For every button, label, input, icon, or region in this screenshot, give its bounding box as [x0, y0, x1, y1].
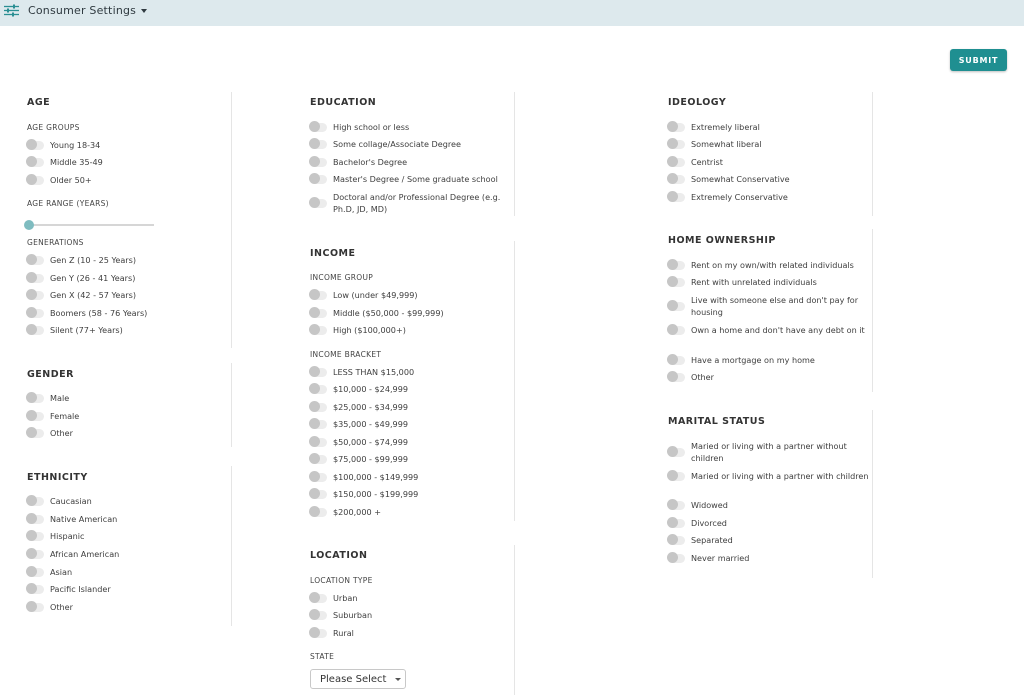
toggle-label: Rent with unrelated individuals	[691, 277, 817, 287]
toggle-item-centrist[interactable]	[668, 156, 723, 168]
toggle-switch[interactable]	[27, 256, 44, 265]
toggle-label: LESS THAN $15,000	[333, 367, 415, 377]
toggle-label: Centrist	[691, 157, 723, 167]
toggle-switch[interactable]	[310, 326, 327, 335]
section-title-location: LOCATION	[310, 550, 368, 561]
toggle-item-gen-x[interactable]	[27, 289, 136, 301]
toggle-switch[interactable]	[310, 199, 327, 208]
toggle-label: Rent on my own/with related individuals	[691, 260, 854, 270]
toggle-switch[interactable]	[27, 497, 44, 506]
toggle-switch[interactable]	[310, 420, 327, 429]
toggle-item-widowed[interactable]	[668, 499, 728, 511]
section-title-age: AGE	[27, 97, 51, 108]
toggle-switch[interactable]	[27, 515, 44, 524]
toggle-switch[interactable]	[668, 193, 685, 202]
toggle-label: High school or less	[333, 122, 410, 132]
toggle-label: Extremely liberal	[691, 122, 760, 132]
toggle-label: Maried or living with a partner with children	[691, 471, 869, 481]
toggle-label: Gen Y (26 - 41 Years)	[50, 273, 136, 283]
toggle-label: Pacific Islander	[50, 584, 111, 594]
toggle-switch[interactable]	[668, 373, 685, 382]
toggle-switch[interactable]	[27, 158, 44, 167]
income-group-label: INCOME GROUP	[310, 273, 374, 282]
toggle-switch[interactable]	[27, 568, 44, 577]
toggle-label: Female	[50, 411, 80, 421]
toggle-item-gen-y[interactable]	[27, 272, 135, 284]
toggle-label: Maried or living with a partner without children	[691, 441, 847, 463]
toggle-item-separated[interactable]	[668, 534, 733, 546]
toggle-label: Doctoral and/or Professional Degree (e.g. Ph.D, JD, MD)	[333, 192, 501, 214]
toggle-label: $50,000 - $74,999	[333, 437, 409, 447]
toggle-switch[interactable]	[668, 175, 685, 184]
toggle-label: Have a mortgage on my home	[691, 355, 815, 365]
toggle-switch[interactable]	[27, 141, 44, 150]
toggle-item-somewhat-liberal[interactable]	[668, 138, 762, 150]
toggle-label: Divorced	[691, 518, 727, 528]
toggle-label: Master's Degree / Some graduate school	[333, 174, 498, 184]
column-divider	[514, 241, 515, 521]
top-bar	[0, 0, 1024, 26]
toggle-item-ethnicity-other[interactable]	[27, 601, 73, 613]
toggle-label: Hispanic	[50, 531, 85, 541]
toggle-label: Some collage/Associate Degree	[333, 139, 461, 149]
toggle-item-rent-unrelated[interactable]	[668, 276, 817, 288]
toggle-label: Somewhat Conservative	[691, 174, 790, 184]
toggle-label: Suburban	[333, 610, 373, 620]
toggle-item-bracket[interactable]	[310, 453, 408, 465]
toggle-item-live-with-someone[interactable]	[668, 294, 871, 318]
toggle-switch[interactable]	[668, 278, 685, 287]
toggle-label: Rural	[333, 628, 354, 638]
toggle-switch[interactable]	[310, 368, 327, 377]
toggle-item-silent[interactable]	[27, 324, 123, 336]
toggle-item-caucasian[interactable]	[27, 495, 92, 507]
toggle-item-masters[interactable]	[310, 173, 498, 185]
toggle-item-extremely-conservative[interactable]	[668, 191, 788, 203]
toggle-label: African American	[50, 549, 120, 559]
toggle-label: Asian	[50, 567, 73, 577]
toggle-label: $150,000 - $199,999	[333, 489, 419, 499]
column-divider	[514, 545, 515, 695]
toggle-label: Somewhat liberal	[691, 139, 762, 149]
column-divider	[872, 92, 873, 216]
toggle-label: $10,000 - $24,999	[333, 384, 409, 394]
toggle-label: Low (under $49,999)	[333, 290, 418, 300]
toggle-item-rent-related[interactable]	[668, 259, 854, 271]
toggle-label: Gen Z (10 - 25 Years)	[50, 255, 136, 265]
age-range-label: AGE RANGE (YEARS)	[27, 199, 109, 208]
toggle-item-pacific-islander[interactable]	[27, 583, 111, 595]
toggle-switch[interactable]	[310, 455, 327, 464]
toggle-switch[interactable]	[310, 158, 327, 167]
toggle-switch[interactable]	[310, 123, 327, 132]
toggle-label: Middle ($50,000 - $99,999)	[333, 308, 444, 318]
toggle-label: Urban	[333, 593, 358, 603]
toggle-switch[interactable]	[27, 394, 44, 403]
toggle-switch[interactable]	[27, 274, 44, 283]
toggle-switch[interactable]	[668, 261, 685, 270]
income-bracket-label: INCOME BRACKET	[310, 350, 382, 359]
toggle-label: Male	[50, 393, 70, 403]
toggle-item-doctoral[interactable]	[310, 191, 515, 215]
page-title: Consumer Settings	[28, 4, 137, 17]
slider-handle[interactable]	[24, 220, 34, 230]
toggle-switch[interactable]	[668, 123, 685, 132]
toggle-switch[interactable]	[310, 473, 327, 482]
toggle-switch[interactable]	[27, 291, 44, 300]
toggle-switch[interactable]	[310, 594, 327, 603]
toggle-item-somewhat-conservative[interactable]	[668, 173, 790, 185]
toggle-label: Other	[691, 372, 714, 382]
column-divider	[231, 363, 232, 447]
toggle-label: $25,000 - $34,999	[333, 402, 409, 412]
slider-track[interactable]	[28, 224, 154, 226]
section-title-home-ownership: HOME OWNERSHIP	[668, 235, 776, 246]
chevron-down-icon	[141, 9, 147, 13]
sliders-icon	[4, 4, 19, 17]
toggle-switch[interactable]	[310, 508, 327, 517]
toggle-item-own-no-debt[interactable]	[668, 324, 871, 336]
toggle-label: Own a home and don't have any debt on it	[691, 325, 865, 335]
toggle-label: Middle 35-49	[50, 157, 103, 167]
toggle-item-rural[interactable]	[310, 627, 354, 639]
toggle-item-bracket[interactable]	[310, 366, 414, 378]
column-divider	[872, 229, 873, 392]
toggle-switch[interactable]	[668, 158, 685, 167]
toggle-item-hispanic[interactable]	[27, 530, 84, 542]
toggle-label: Older 50+	[50, 175, 92, 185]
toggle-switch[interactable]	[310, 140, 327, 149]
toggle-item-age-middle[interactable]	[27, 156, 103, 168]
toggle-item-bracket[interactable]	[310, 488, 418, 500]
toggle-switch[interactable]	[668, 140, 685, 149]
toggle-switch[interactable]	[27, 412, 44, 421]
toggle-label: $75,000 - $99,999	[333, 454, 409, 464]
toggle-label: Caucasian	[50, 496, 92, 506]
column-divider	[231, 466, 232, 626]
toggle-item-income-middle[interactable]	[310, 307, 444, 319]
toggle-item-extremely-liberal[interactable]	[668, 121, 760, 133]
toggle-switch[interactable]	[668, 326, 685, 335]
toggle-item-never-married[interactable]	[668, 552, 749, 564]
toggle-label: $35,000 - $49,999	[333, 419, 409, 429]
toggle-item-urban[interactable]	[310, 592, 357, 604]
toggle-item-suburban[interactable]	[310, 609, 372, 621]
toggle-switch[interactable]	[27, 176, 44, 185]
toggle-item-married-no-children[interactable]	[668, 440, 871, 464]
toggle-switch[interactable]	[668, 519, 685, 528]
toggle-switch[interactable]	[27, 603, 44, 612]
state-select-value: Please Select	[320, 673, 387, 685]
toggle-switch[interactable]	[668, 302, 685, 311]
age-groups-label: AGE GROUPS	[27, 123, 80, 132]
toggle-label: Other	[50, 602, 73, 612]
toggle-item-some-college[interactable]	[310, 138, 461, 150]
toggle-switch[interactable]	[310, 385, 327, 394]
toggle-item-boomers[interactable]	[27, 307, 147, 319]
toggle-item-bachelors[interactable]	[310, 156, 407, 168]
toggle-item-native-american[interactable]	[27, 513, 117, 525]
toggle-item-bracket[interactable]	[310, 401, 408, 413]
section-title-gender: GENDER	[27, 369, 74, 380]
toggle-label: Other	[50, 428, 73, 438]
toggle-item-male[interactable]	[27, 392, 69, 404]
toggle-switch[interactable]	[668, 472, 685, 481]
toggle-label: Live with someone else and don't pay for housing	[691, 295, 859, 317]
toggle-label: Young 18-34	[50, 140, 101, 150]
toggle-switch[interactable]	[27, 550, 44, 559]
state-select[interactable]	[310, 669, 406, 689]
toggle-item-married-children[interactable]	[668, 470, 871, 482]
toggle-label: Extremely Conservative	[691, 192, 788, 202]
toggle-item-gender-other[interactable]	[27, 427, 73, 439]
column-divider	[872, 410, 873, 578]
location-type-label: LOCATION TYPE	[310, 576, 373, 585]
toggle-label: $200,000 +	[333, 507, 381, 517]
toggle-item-age-young[interactable]	[27, 139, 100, 151]
toggle-switch[interactable]	[310, 309, 327, 318]
toggle-switch[interactable]	[27, 532, 44, 541]
toggle-label: Boomers (58 - 76 Years)	[50, 308, 148, 318]
toggle-item-bracket[interactable]	[310, 383, 408, 395]
toggle-switch[interactable]	[27, 309, 44, 318]
toggle-item-mortgage[interactable]	[668, 354, 815, 366]
chevron-down-icon	[395, 678, 401, 681]
toggle-label: Separated	[691, 535, 733, 545]
toggle-switch[interactable]	[310, 490, 327, 499]
toggle-switch[interactable]	[668, 536, 685, 545]
toggle-switch[interactable]	[310, 403, 327, 412]
toggle-label: Bachelor's Degree	[333, 157, 408, 167]
toggle-label: $100,000 - $149,999	[333, 472, 419, 482]
toggle-label: Gen X (42 - 57 Years)	[50, 290, 136, 300]
toggle-item-bracket[interactable]	[310, 436, 408, 448]
section-title-ethnicity: ETHNICITY	[27, 472, 88, 483]
section-title-marital-status: MARITAL STATUS	[668, 416, 766, 427]
submit-button[interactable]: SUBMIT	[950, 49, 1007, 71]
toggle-switch[interactable]	[310, 611, 327, 620]
toggle-label: High ($100,000+)	[333, 325, 406, 335]
toggle-switch[interactable]	[668, 554, 685, 563]
toggle-item-high-school[interactable]	[310, 121, 409, 133]
section-title-education: EDUCATION	[310, 97, 377, 108]
section-title-ideology: IDEOLOGY	[668, 97, 727, 108]
generations-label: GENERATIONS	[27, 238, 84, 247]
toggle-switch[interactable]	[27, 585, 44, 594]
toggle-switch[interactable]	[668, 501, 685, 510]
toggle-item-african-american[interactable]	[27, 548, 119, 560]
state-label: STATE	[310, 652, 335, 661]
toggle-item-bracket[interactable]	[310, 418, 408, 430]
toggle-switch[interactable]	[27, 326, 44, 335]
toggle-label: Native American	[50, 514, 118, 524]
toggle-item-bracket[interactable]	[310, 506, 381, 518]
age-range-slider[interactable]	[28, 220, 158, 230]
toggle-switch[interactable]	[668, 356, 685, 365]
toggle-item-female[interactable]	[27, 410, 79, 422]
toggle-item-bracket[interactable]	[310, 471, 418, 483]
consumer-settings-menu[interactable]	[4, 4, 147, 17]
toggle-switch[interactable]	[310, 629, 327, 638]
toggle-switch[interactable]	[310, 438, 327, 447]
toggle-item-home-other[interactable]	[668, 371, 714, 383]
column-divider	[231, 92, 232, 348]
toggle-item-asian[interactable]	[27, 566, 72, 578]
toggle-switch[interactable]	[310, 291, 327, 300]
toggle-switch[interactable]	[27, 429, 44, 438]
toggle-label: Silent (77+ Years)	[50, 325, 123, 335]
toggle-label: Never married	[691, 553, 750, 563]
section-title-income: INCOME	[310, 248, 356, 259]
toggle-item-age-older[interactable]	[27, 174, 92, 186]
toggle-label: Widowed	[691, 500, 728, 510]
toggle-switch[interactable]	[310, 175, 327, 184]
toggle-item-gen-z[interactable]	[27, 254, 136, 266]
toggle-item-income-low[interactable]	[310, 289, 418, 301]
toggle-switch[interactable]	[668, 448, 685, 457]
toggle-item-divorced[interactable]	[668, 517, 727, 529]
toggle-item-income-high[interactable]	[310, 324, 406, 336]
